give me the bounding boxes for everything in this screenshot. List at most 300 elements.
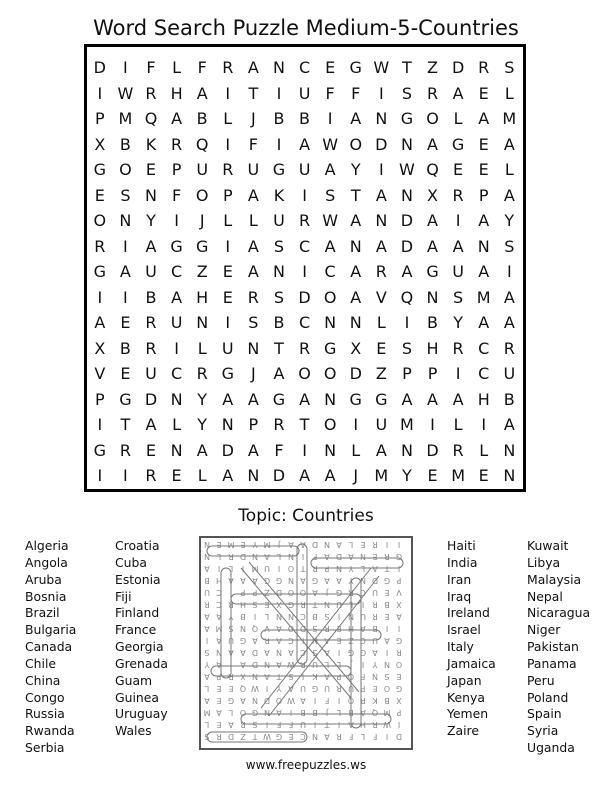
grid-letter: L	[248, 211, 258, 231]
grid-letter: U	[452, 262, 464, 282]
grid-letter: N	[400, 134, 413, 154]
svg-text:X: X	[276, 600, 282, 609]
grid-letter: I	[123, 466, 128, 486]
grid-letter: G	[119, 389, 132, 409]
svg-text:N: N	[264, 660, 270, 669]
svg-text:Z: Z	[240, 732, 246, 741]
grid-row	[87, 336, 523, 362]
svg-text:A: A	[348, 552, 354, 561]
grid-letter: U	[273, 211, 285, 231]
svg-text:E: E	[240, 540, 246, 549]
svg-text:D: D	[371, 576, 379, 585]
grid-letter: O	[93, 211, 107, 231]
svg-text:I: I	[313, 696, 317, 705]
grid-letter: N	[170, 389, 183, 409]
svg-text:U: U	[228, 636, 234, 645]
svg-text:I: I	[289, 708, 293, 717]
grid-letter: U	[145, 364, 157, 384]
grid-letter: N	[145, 185, 157, 205]
svg-text:A: A	[252, 636, 258, 645]
word-item: Nepal	[527, 588, 563, 604]
svg-text:N: N	[348, 612, 354, 621]
grid-letter: I	[353, 415, 359, 435]
word-item: Chile	[25, 655, 57, 671]
grid-letter: L	[172, 415, 182, 435]
grid-letter: R	[119, 440, 131, 460]
grid-row	[87, 387, 523, 413]
word-item: Panama	[527, 655, 577, 671]
svg-text:M: M	[251, 564, 259, 573]
svg-text:I: I	[397, 720, 401, 729]
grid-letter: A	[427, 134, 438, 154]
grid-letter: O	[323, 364, 337, 384]
grid-letter: I	[378, 83, 384, 103]
grid-letter: U	[298, 83, 311, 103]
word-item: Niger	[527, 622, 561, 638]
svg-text:U: U	[264, 564, 270, 573]
grid-letter: M	[374, 466, 389, 486]
grid-letter: S	[120, 185, 131, 205]
svg-text:N: N	[372, 672, 378, 681]
grid-letter: E	[120, 364, 131, 384]
grid-letter: R	[298, 211, 311, 231]
grid-letter: I	[430, 415, 435, 435]
svg-text:A: A	[324, 648, 330, 657]
grid-letter: I	[378, 160, 384, 180]
grid-letter: B	[273, 109, 285, 129]
svg-text:C: C	[360, 636, 366, 645]
grid-letter: I	[97, 415, 103, 435]
grid-letter: R	[145, 313, 157, 333]
grid-letter: F	[325, 83, 335, 103]
svg-text:A: A	[288, 648, 294, 657]
svg-text:N: N	[384, 660, 390, 669]
grid-letter: I	[174, 338, 179, 358]
svg-text:A: A	[204, 672, 210, 681]
svg-text:A: A	[216, 636, 222, 645]
svg-text:A: A	[372, 564, 378, 573]
svg-text:N: N	[252, 672, 258, 681]
grid-letter: A	[171, 287, 183, 307]
svg-text:S: S	[252, 720, 258, 729]
grid-row	[87, 285, 523, 311]
word-item: China	[25, 672, 61, 688]
word-list-column-2	[115, 538, 168, 740]
svg-text:V: V	[264, 624, 270, 633]
svg-text:W: W	[287, 696, 295, 705]
svg-text:P: P	[240, 588, 246, 597]
grid-letter: M	[400, 415, 414, 435]
grid-letter: C	[298, 236, 311, 256]
svg-text:S: S	[204, 732, 210, 741]
word-item: Kuwait	[527, 538, 569, 553]
grid-letter: A	[247, 236, 259, 256]
svg-text:N: N	[288, 612, 294, 621]
svg-text:T: T	[276, 672, 282, 681]
grid-letter: L	[223, 211, 233, 231]
svg-text:B: B	[312, 612, 318, 621]
grid-letter: W	[399, 160, 415, 180]
word-item: Algeria	[25, 538, 69, 553]
svg-text:F: F	[276, 720, 282, 729]
grid-letter: A	[247, 185, 259, 205]
grid-letter: P	[171, 160, 182, 180]
grid-letter: N	[272, 262, 285, 282]
grid-letter: R	[196, 364, 208, 384]
puzzle-grid-frame	[84, 44, 526, 492]
svg-text:I: I	[229, 588, 233, 597]
word-item: India	[447, 554, 478, 570]
grid-letter: G	[93, 440, 106, 460]
grid-row	[87, 208, 523, 234]
grid-letter: S	[504, 236, 515, 256]
grid-letter: A	[478, 313, 490, 333]
svg-text:B: B	[348, 708, 354, 717]
word-item: Rwanda	[25, 723, 75, 739]
svg-text:P: P	[216, 672, 222, 681]
grid-letter: N	[170, 440, 183, 460]
svg-text:G: G	[227, 696, 235, 705]
svg-text:N: N	[276, 648, 282, 657]
svg-text:L: L	[264, 612, 270, 621]
svg-text:L: L	[336, 708, 342, 717]
svg-text:E: E	[264, 600, 270, 609]
grid-letter: A	[324, 236, 336, 256]
grid-letter: S	[273, 287, 285, 307]
grid-letter: A	[503, 313, 515, 333]
svg-text:C: C	[360, 588, 366, 597]
grid-letter: R	[478, 58, 490, 78]
word-item: Italy	[447, 639, 474, 655]
grid-letter: O	[195, 185, 209, 205]
svg-text:N: N	[324, 600, 330, 609]
grid-letter: I	[225, 83, 231, 103]
svg-text:Y: Y	[276, 684, 282, 693]
svg-text:T: T	[324, 720, 330, 729]
grid-letter: I	[276, 134, 282, 154]
svg-text:G: G	[359, 648, 367, 657]
grid-letter: N	[247, 338, 260, 358]
svg-text:A: A	[228, 576, 234, 585]
svg-text:I: I	[301, 636, 305, 645]
svg-text:Q: Q	[371, 708, 379, 717]
grid-letter: F	[197, 58, 207, 78]
grid-letter: D	[375, 134, 388, 154]
svg-text:Q: Q	[239, 684, 247, 693]
svg-text:O: O	[395, 660, 403, 669]
word-item: Jamaica	[447, 655, 496, 671]
grid-letter: U	[196, 160, 209, 180]
svg-text:L: L	[360, 732, 366, 741]
svg-text:A: A	[264, 648, 270, 657]
svg-text:L: L	[228, 708, 234, 717]
grid-letter: E	[478, 466, 489, 486]
svg-text:A: A	[288, 540, 294, 549]
grid-letter: A	[350, 109, 362, 129]
svg-text:K: K	[372, 696, 378, 705]
svg-text:G: G	[239, 636, 247, 645]
letter-grid	[87, 55, 523, 489]
grid-row	[87, 412, 523, 438]
word-item: Ireland	[447, 605, 490, 621]
grid-letter: N	[349, 236, 362, 256]
grid-letter: O	[323, 287, 337, 307]
grid-letter: G	[272, 160, 286, 180]
svg-text:Y: Y	[228, 612, 234, 621]
svg-text:D: D	[263, 696, 271, 705]
svg-text:S: S	[288, 672, 294, 681]
svg-text:A: A	[240, 660, 246, 669]
word-item: Malaysia	[527, 571, 582, 587]
grid-letter: A	[145, 415, 157, 435]
grid-letter: B	[119, 134, 131, 154]
footer-url[interactable]: www.freepuzzles.ws	[245, 758, 367, 772]
grid-letter: W	[117, 83, 134, 103]
svg-text:S: S	[228, 624, 234, 633]
svg-text:D: D	[335, 552, 343, 561]
grid-letter: R	[298, 338, 311, 358]
grid-letter: W	[322, 134, 339, 154]
grid-letter: N	[400, 440, 413, 460]
grid-letter: H	[477, 389, 490, 409]
svg-text:H: H	[239, 600, 247, 609]
svg-text:D: D	[251, 660, 259, 669]
svg-text:E: E	[288, 732, 294, 741]
grid-letter: P	[427, 364, 438, 384]
word-item: Guam	[115, 672, 153, 688]
svg-text:I: I	[385, 648, 389, 657]
word-item: Brazil	[25, 605, 60, 621]
svg-text:E: E	[336, 636, 342, 645]
word-item: Libya	[527, 554, 561, 570]
grid-row	[87, 81, 523, 107]
word-item: Spain	[527, 706, 562, 722]
grid-letter: D	[400, 211, 414, 231]
grid-letter: G	[272, 389, 286, 409]
grid-letter: A	[247, 58, 259, 78]
svg-text:M: M	[383, 708, 391, 717]
svg-text:I: I	[229, 660, 233, 669]
answer-key-thumbnail-icon	[199, 536, 413, 750]
svg-text:A: A	[372, 648, 378, 657]
svg-text:R: R	[240, 720, 246, 729]
grid-letter: L	[453, 415, 463, 435]
svg-text:U: U	[312, 660, 318, 669]
grid-letter: E	[478, 160, 489, 180]
svg-text:A: A	[336, 576, 342, 585]
word-item: Wales	[115, 723, 152, 739]
grid-letter: A	[299, 134, 311, 154]
svg-text:Y: Y	[372, 660, 378, 669]
grid-letter: I	[123, 287, 128, 307]
grid-letter: U	[503, 364, 516, 384]
grid-letter: A	[222, 389, 234, 409]
word-item: Israel	[447, 622, 481, 638]
grid-letter: A	[247, 440, 259, 460]
svg-text:B: B	[372, 624, 378, 633]
svg-text:N: N	[312, 636, 318, 645]
grid-letter: I	[97, 287, 103, 307]
svg-text:P: P	[396, 576, 402, 585]
grid-letter: N	[375, 211, 388, 231]
grid-letter: A	[401, 389, 413, 409]
svg-text:E: E	[384, 588, 390, 597]
svg-text:A: A	[216, 708, 222, 717]
svg-text:G: G	[335, 588, 343, 597]
grid-letter: U	[375, 415, 388, 435]
grid-letter: M	[118, 109, 133, 129]
svg-text:I: I	[337, 612, 341, 621]
grid-letter: N	[349, 313, 362, 333]
svg-text:A: A	[252, 576, 258, 585]
word-item: Aruba	[25, 571, 62, 587]
svg-text:I: I	[385, 624, 389, 633]
grid-letter: I	[123, 58, 128, 78]
svg-text:S: S	[324, 612, 330, 621]
grid-letter: I	[123, 236, 128, 256]
svg-text:E: E	[216, 696, 222, 705]
grid-letter: O	[349, 134, 363, 154]
svg-text:A: A	[216, 660, 222, 669]
grid-letter: G	[195, 236, 209, 256]
grid-letter: U	[170, 313, 183, 333]
grid-letter: U	[247, 160, 260, 180]
grid-letter: P	[402, 364, 412, 384]
topic-heading: Topic: Countries	[238, 506, 374, 526]
svg-text:A: A	[204, 612, 210, 621]
svg-text:A: A	[276, 636, 282, 645]
grid-letter: G	[349, 58, 362, 78]
word-item: Croatia	[115, 538, 160, 553]
svg-text:B: B	[312, 708, 318, 717]
grid-letter: J	[199, 211, 205, 231]
grid-letter: B	[273, 313, 285, 333]
grid-letter: I	[404, 313, 410, 333]
grid-letter: Z	[427, 58, 438, 78]
grid-letter: F	[351, 83, 361, 103]
svg-text:M: M	[215, 624, 223, 633]
grid-letter: T	[274, 338, 284, 358]
svg-text:R: R	[384, 552, 390, 561]
word-item: Grenada	[115, 655, 168, 671]
grid-letter: D	[451, 58, 465, 78]
grid-letter: A	[375, 236, 387, 256]
grid-letter: E	[120, 313, 131, 333]
word-item: Canada	[25, 639, 73, 655]
svg-text:B: B	[240, 612, 246, 621]
svg-text:E: E	[216, 720, 222, 729]
grid-letter: Y	[197, 415, 208, 435]
svg-text:A: A	[324, 552, 330, 561]
svg-text:I: I	[253, 612, 257, 621]
svg-text:E: E	[360, 540, 366, 549]
svg-text:L: L	[360, 564, 366, 573]
grid-letter: A	[478, 211, 490, 231]
svg-text:E: E	[396, 672, 402, 681]
grid-letter: N	[272, 58, 285, 78]
word-item: Peru	[527, 672, 555, 688]
grid-letter: N	[503, 440, 516, 460]
grid-letter: T	[248, 83, 259, 103]
svg-text:A: A	[300, 696, 306, 705]
grid-letter: C	[478, 338, 490, 358]
grid-letter: A	[375, 185, 387, 205]
grid-letter: R	[375, 262, 387, 282]
grid-letter: E	[376, 338, 387, 358]
svg-text:I: I	[301, 552, 305, 561]
svg-text:A: A	[324, 672, 330, 681]
grid-letter: A	[350, 262, 362, 282]
svg-text:I: I	[337, 720, 341, 729]
grid-letter: E	[427, 466, 438, 486]
grid-letter: L	[453, 109, 463, 129]
grid-letter: N	[324, 389, 337, 409]
svg-text:F: F	[312, 552, 318, 561]
svg-text:C: C	[300, 648, 306, 657]
svg-text:G: G	[395, 684, 403, 693]
grid-letter: A	[222, 466, 234, 486]
svg-text:Y: Y	[252, 540, 258, 549]
grid-letter: A	[247, 389, 259, 409]
grid-letter: F	[248, 134, 258, 154]
grid-letter: L	[197, 466, 207, 486]
svg-text:R: R	[228, 600, 234, 609]
grid-letter: I	[506, 262, 512, 282]
grid-letter: J	[353, 466, 359, 486]
grid-letter: E	[222, 287, 233, 307]
word-item: Finland	[115, 605, 160, 621]
svg-text:F: F	[360, 672, 366, 681]
grid-letter: I	[276, 83, 282, 103]
grid-letter: D	[272, 466, 286, 486]
word-list-column-4	[527, 538, 590, 757]
svg-text:L: L	[204, 684, 210, 693]
word-item: Poland	[527, 689, 569, 705]
grid-letter: R	[145, 466, 157, 486]
svg-text:L: L	[324, 660, 330, 669]
grid-row	[87, 310, 523, 336]
grid-letter: N	[119, 211, 132, 231]
svg-text:E: E	[336, 624, 342, 633]
svg-text:A: A	[336, 540, 342, 549]
svg-text:R: R	[324, 624, 330, 633]
grid-letter: D	[221, 440, 234, 460]
svg-text:R: R	[216, 732, 222, 741]
svg-text:O: O	[299, 588, 307, 597]
svg-text:I: I	[397, 564, 401, 573]
grid-letter: Y	[350, 160, 361, 180]
svg-text:R: R	[300, 660, 306, 669]
svg-text:E: E	[228, 684, 234, 693]
grid-letter: M	[451, 466, 466, 486]
svg-text:D: D	[395, 732, 403, 741]
svg-text:C: C	[216, 600, 222, 609]
svg-text:A: A	[300, 540, 306, 549]
grid-letter: A	[478, 262, 490, 282]
grid-letter: R	[273, 415, 285, 435]
svg-text:L: L	[228, 564, 234, 573]
grid-letter: A	[299, 389, 311, 409]
svg-text:I: I	[397, 624, 401, 633]
grid-letter: L	[351, 440, 361, 460]
svg-text:L: L	[336, 660, 342, 669]
grid-letter: P	[94, 389, 105, 409]
grid-letter: Q	[144, 109, 158, 129]
word-item: Russia	[25, 706, 65, 722]
grid-letter: B	[145, 287, 157, 307]
svg-text:U: U	[372, 588, 378, 597]
word-item: Bulgaria	[25, 622, 77, 638]
